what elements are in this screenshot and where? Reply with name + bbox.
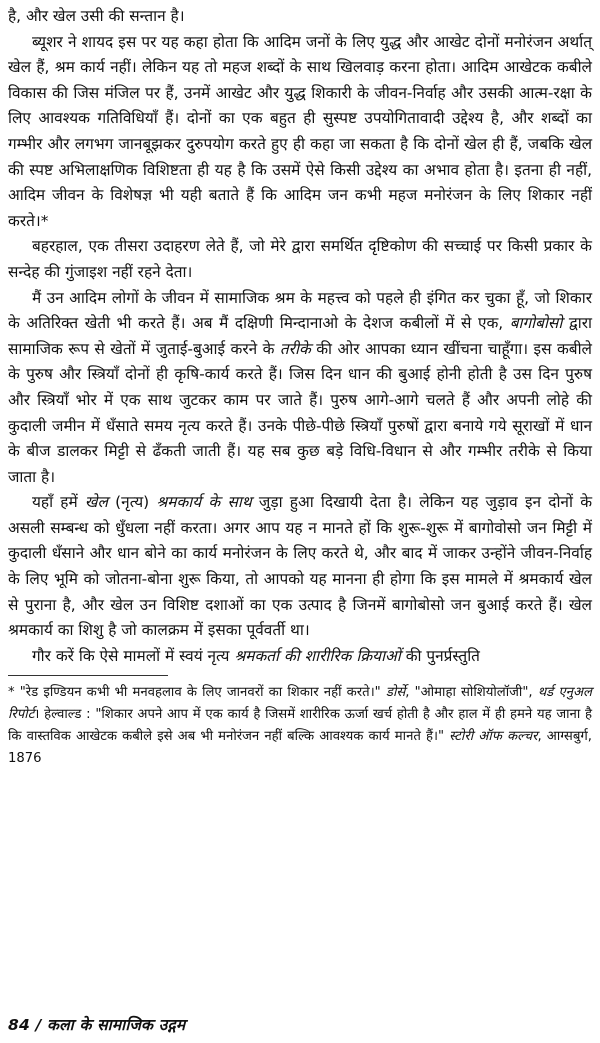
text-run: (नृत्य) xyxy=(107,493,157,512)
footnote-rule xyxy=(8,675,168,676)
paragraph xyxy=(8,490,592,644)
text-run: ब्यूशर ने शायद इस पर यह कहा होता कि आदिम जनों के लिए युद्ध और आखेट दोनों मनोरंजन अर्थात् खेल हैं, श्रम कार्य नहीं। लेकिन यह तो महज शब्दों के साथ खिलवाड़ करना होता। आदिम आखेटक कबीले विकास की जिस मंजिल पर हैं, उनमें आखेट और युद्ध शिकारी के जीवन-निर्वाह और उसकी आत्म-रक्षा के लिए आवश्यक गतिविधियाँ हैं। दोनों का एक बहुत ही सुस्पष्ट उपयोगितावादी उद्देश्य है, और शब्दों का गम्भीर और लगभग जानबूझकर दुरुपयोग करते हुए ही कहा जा सकता है कि दोनों खेल ही हैं, जबकि खेल की स्पष्ट अभिलाक्षणिक विशिष्टता ही यह है कि उसमें ऐसे किसी उद्देश्य का अभाव होता है। इतना ही नहीं, आदिम जीवन के विशेषज्ञ भी यही बताते हैं कि आदिम जन कभी महज मनोरंजन के लिए शिकार नहीं करते।* xyxy=(8,32,592,230)
text-run: * "रेड इण्डियन कभी भी मनवहलाव के लिए जानवरों का शिकार नहीं करते।" xyxy=(8,685,386,701)
text-run: गौर करें कि ऐसे मामलों में स्वयं नृत्य xyxy=(32,646,235,665)
italic-text-run: बागोबोसो xyxy=(509,314,563,333)
text-run: है, और खेल उसी की सन्तान है। xyxy=(8,7,185,25)
paragraph xyxy=(8,4,592,30)
italic-text-run: स्टोरी ऑफ कल्चर xyxy=(449,729,538,745)
paragraph xyxy=(8,644,592,670)
text-run: , आग्सबुर्ग, 1876 xyxy=(8,729,592,767)
text-run: की पुनर्प्रस्तुति xyxy=(400,646,480,665)
text-run: द्वारा सामाजिक रूप से खेतों में जुताई-बुआई करने के xyxy=(8,314,592,358)
body-text xyxy=(8,4,592,669)
text-run: मैं उन आदिम लोगों के जीवन में सामाजिक श्रम के महत्त्व को पहले ही इंगित कर चुका हूँ, जो शिकार के अतिरिक्त खेती भी करते हैं। अब मैं दक्षिणी मिन्दानाओ के देशज कबीलों में से एक, xyxy=(8,288,592,333)
running-footer: 84 / कला के सामाजिक उद्गम xyxy=(8,1016,186,1034)
italic-text-run: डोर्से xyxy=(385,685,406,701)
italic-text-run: श्रमकार्य के साथ xyxy=(156,493,252,512)
paragraph xyxy=(8,234,592,285)
text-run: , "ओमाहा सोशियोलॉजी", xyxy=(405,685,538,701)
text-run: बहरहाल, एक तीसरा उदाहरण लेते हैं, जो मेरे द्वारा समर्थित दृष्टिकोण की सच्चाई पर किसी प्रकार के सन्देह की गुंजाइश नहीं रहने देता। xyxy=(8,237,592,281)
text-run: । हेल्वाल्ड : "शिकार अपने आप में एक कार्य है जिसमें शारीरिक ऊर्जा खर्च होती है और हाल में ही हमने यह जाना है कि वास्तविक आखेटक कबीले इसे अब भी मनोरंजन नहीं बल्कि आवश्यक कार्य मानते हैं।" xyxy=(8,707,592,745)
text-run: यहाँ हमें xyxy=(32,493,85,512)
italic-text-run: श्रमकर्ता की शारीरिक क्रियाओं xyxy=(234,646,401,665)
paragraph xyxy=(8,286,592,491)
paragraph xyxy=(8,30,592,235)
footnote xyxy=(8,682,592,770)
text-run: की ओर आपका ध्यान खींचना चाहूँगा। इस कबीले के पुरुष और स्त्रियाँ दोनों ही कृषि-कार्य करते हैं। जिस दिन धान की बुआई होनी होती है उस दिन पुरुष और स्त्रियाँ भोर में एक साथ जुटकर काम पर जाते हैं। पुरुष आगे-आगे चलते हैं और अपनी लोहे की कुदाली जमीन में धँसाते समय नृत्य करते हैं। उनके पीछे-पीछे स्त्रियाँ पुरुषों द्वारा बनाये गये सूराखों में धान के बीज डालकर मिट्टी से ढँकती जाती हैं। यह सब कुछ बड़े विधि-विधान से और गम्भीर तरीके से किया जाता है। xyxy=(8,339,592,486)
italic-text-run: खेल xyxy=(84,493,108,512)
italic-text-run: थर्ड एनुअल रिपोर्ट xyxy=(8,685,592,723)
italic-text-run: तरीके xyxy=(279,339,311,358)
text-run: जुड़ा हुआ दिखायी देता है। लेकिन यह जुड़ाव इन दोनों के असली सम्बन्ध को धुँधला नहीं करता। अगर आप यह न मानते हों कि शुरू-शुरू में बागोवोसो जन मिट्टी में कुदाली धँसाने और धान बोने का कार्य मनोरंजन के लिए करते थे, और बाद में जाकर उन्होंने जीवन-निर्वाह के लिए भूमि को जोतना-बोना शुरू किया, तो आपको यह मानना ही होगा कि इस मामले में श्रमकार्य खेल से पुराना है, और खेल उन विशिष्ट दशाओं का एक उत्पाद है जिनमें बागोबोसो जन बुआई करते हैं। खेल श्रमकार्य का शिशु है जो कालक्रम में इसका पूर्ववर्ती था। xyxy=(8,493,593,640)
